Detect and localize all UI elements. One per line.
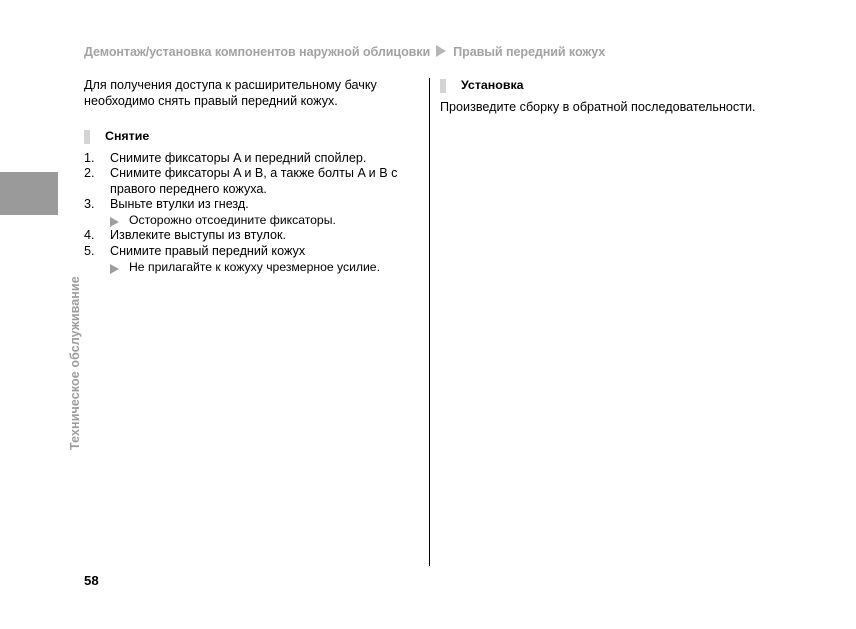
step-text: Снимите правый передний кожух <box>110 243 306 258</box>
list-item <box>84 228 414 244</box>
step-number: 2. <box>84 166 95 181</box>
step-text: Выньте втулки из гнезд. <box>110 197 249 212</box>
running-header <box>84 45 605 59</box>
step-number: 4. <box>84 228 95 243</box>
triangle-right-icon <box>110 264 119 274</box>
step-text: Снимите фиксаторы A и B, а также болты A и B с правого переднего кожуха. <box>110 166 398 196</box>
installation-body-text: Произведите сборку в обратной последовательности. <box>440 100 756 114</box>
step-text: Извлеките выступы из втулок. <box>110 228 287 243</box>
list-item <box>84 197 414 228</box>
header-section-title: Демонтаж/установка компонентов наружной облицовки <box>84 45 431 59</box>
list-item <box>84 151 414 167</box>
section-heading-installation <box>440 78 790 93</box>
page-number: 58 <box>84 573 99 588</box>
triangle-right-icon <box>110 217 119 227</box>
section-heading-label: Установка <box>461 78 524 92</box>
step-note <box>110 260 414 275</box>
step-note-text: Осторожно отсоедините фиксаторы. <box>129 212 336 227</box>
removal-step-list <box>84 151 414 275</box>
heading-marker-bar <box>84 130 90 144</box>
section-heading-removal <box>84 129 414 144</box>
step-note <box>110 213 414 228</box>
step-text: Снимите фиксаторы A и передний спойлер. <box>110 150 367 165</box>
column-divider <box>429 78 430 566</box>
header-subsection-title: Правый передний кожух <box>453 45 606 59</box>
triangle-right-icon <box>436 45 446 57</box>
step-number: 3. <box>84 197 95 212</box>
step-number: 5. <box>84 243 95 258</box>
intro-paragraph: Для получения доступа к расширительному бачку необходимо снять правый передний кожух. <box>84 78 377 108</box>
list-item <box>84 244 414 275</box>
left-column <box>84 78 414 275</box>
heading-marker-bar <box>440 79 446 93</box>
list-item <box>84 166 414 197</box>
right-column <box>440 78 790 116</box>
step-number: 1. <box>84 150 95 165</box>
chapter-tab-label: Техническое обслуживание <box>68 276 82 450</box>
section-heading-label: Снятие <box>105 128 150 143</box>
chapter-thumb-tab <box>0 172 58 215</box>
step-note-text: Не прилагайте к кожуху чрезмерное усилие. <box>129 259 380 274</box>
